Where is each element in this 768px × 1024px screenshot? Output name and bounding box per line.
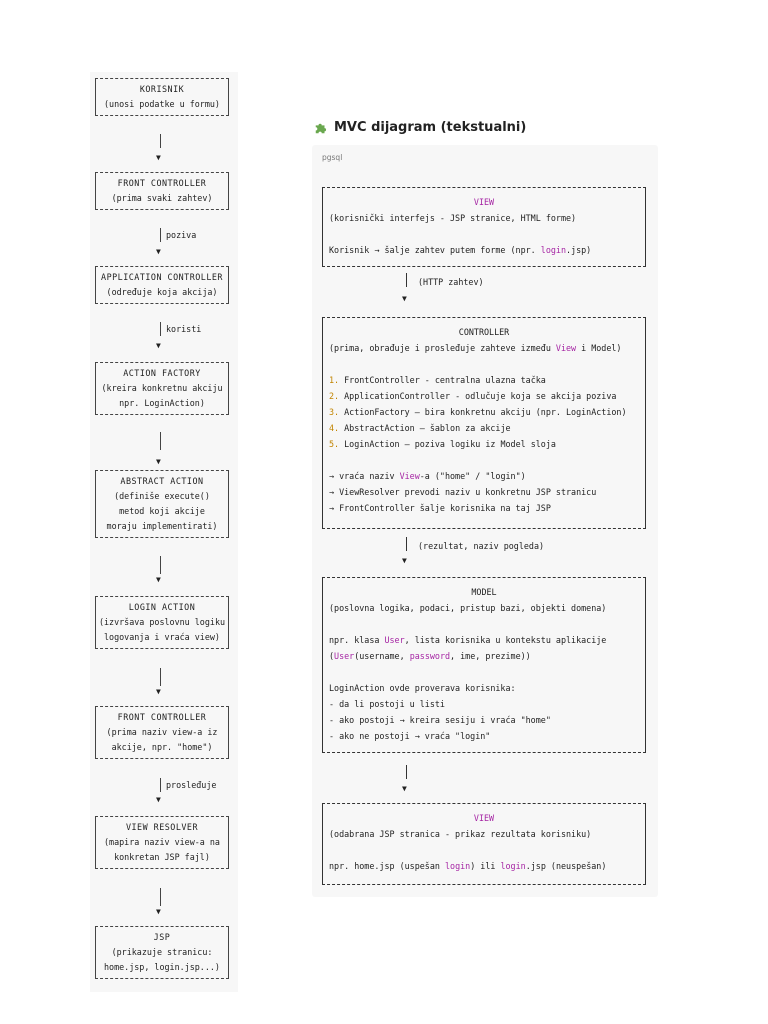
model-line: npr. klasa User, lista korisnika u kontekstu aplikacije xyxy=(329,635,607,645)
box-title: CONTROLLER xyxy=(458,327,510,337)
flow-box-line: home.jsp, login.jsp...) xyxy=(104,962,220,972)
model-box xyxy=(322,577,646,753)
section-title-text: MVC dijagram (tekstualni) xyxy=(334,120,527,135)
connector-label: (rezultat, naziv pogleda) xyxy=(418,541,545,551)
flow-box-line: logovanja i vraća view) xyxy=(104,632,220,642)
flow-connector-prosleduje: prosleđuje ▼ xyxy=(156,780,217,804)
controller-box xyxy=(322,317,646,529)
flow-box-line: (kreira konkretnu akciju xyxy=(101,383,223,393)
controller-step: 4. AbstractAction – šablon za akcije xyxy=(329,423,511,433)
model-check: - da li postoji u listi xyxy=(329,699,445,709)
model-check: - ako ne postoji → vraća "login" xyxy=(329,731,491,741)
flow-connector-koristi: koristi ▼ xyxy=(156,324,202,350)
flow-box-title: LOGIN ACTION xyxy=(128,602,196,612)
flow-connector: ▼ xyxy=(90,660,238,700)
box-title: MODEL xyxy=(471,587,497,597)
box-subtitle: (odabrana JSP stranica - prikaz rezultata korisniku) xyxy=(329,829,592,839)
flow-box-title: ACTION FACTORY xyxy=(123,368,201,378)
flow-box-front-controller-2 xyxy=(95,706,229,759)
box-subtitle: (korisnički interfejs - JSP stranice, HTML forme) xyxy=(329,213,577,223)
controller-step: 1. FrontController - centralna ulazna tačka xyxy=(329,375,546,385)
controller-step: 5. LoginAction – poziva logiku iz Model sloja xyxy=(329,439,556,449)
code-language-label: pgsql xyxy=(322,153,343,162)
flow-box-line: moraju implementirati) xyxy=(106,521,218,531)
flow-box-jsp xyxy=(95,926,229,979)
flow-box-line: konkretan JSP fajl) xyxy=(114,852,210,862)
flow-box-line: metod koji akcije xyxy=(119,506,205,516)
controller-return: → FrontController šalje korisnika na taj JSP xyxy=(329,503,551,513)
flow-box-title: FRONT CONTROLLER xyxy=(117,712,207,722)
controller-return: → ViewResolver prevodi naziv u konkretnu JSP stranicu xyxy=(329,487,597,497)
box-title: VIEW xyxy=(473,813,495,823)
flow-connector: ▼ xyxy=(90,880,238,920)
flow-box-line: akcije, npr. "home") xyxy=(111,742,213,752)
flow-box-line: (prikazuje stranicu: xyxy=(111,947,213,957)
flow-box-line: (mapira naziv view-a na xyxy=(104,837,220,847)
controller-step: 3. ActionFactory – bira konkretnu akciju (npr. LoginAction) xyxy=(329,407,627,417)
flow-box-view-resolver xyxy=(95,816,229,869)
model-check-title: LoginAction ovde proverava korisnika: xyxy=(329,683,516,693)
flow-box-line: (unosi podatke u formu) xyxy=(104,99,220,109)
connector-label: poziva xyxy=(166,230,197,240)
flow-box-title: APPLICATION CONTROLLER xyxy=(101,272,223,282)
flow-box-login-action xyxy=(95,596,229,649)
controller-step: 2. ApplicationController - odlučuje koja se akcija poziva xyxy=(329,391,617,401)
flow-box-title: VIEW RESOLVER xyxy=(125,822,199,832)
flow-diagram xyxy=(90,72,238,992)
flow-box-title: JSP xyxy=(153,932,171,942)
flow-connector: ▼ xyxy=(90,126,238,166)
flow-box-action-factory xyxy=(95,362,229,415)
model-line: (User(username, password, ime, prezime)) xyxy=(329,651,531,661)
flow-box-title: KORISNIK xyxy=(139,84,185,94)
flow-box-line: (izvršava poslovnu logiku xyxy=(98,617,226,627)
box-subtitle: (prima, obrađuje i prosleđuje zahteve između View i Model) xyxy=(329,343,622,353)
flow-connector: ▼ xyxy=(90,424,238,464)
view-result-line: npr. home.jsp (uspešan login) ili login.jsp (neuspešan) xyxy=(329,861,607,871)
flow-box-title: FRONT CONTROLLER xyxy=(117,178,207,188)
controller-return: → vraća naziv View-a ("home" / "login") xyxy=(329,471,526,481)
view-box-line: Korisnik → šalje zahtev putem forme (npr. login.jsp) xyxy=(329,245,592,255)
flow-box-application-controller xyxy=(95,266,229,304)
box-subtitle: (poslovna logika, podaci, pristup bazi, objekti domena) xyxy=(329,603,607,613)
flow-box-abstract-action xyxy=(95,470,229,538)
flow-connector: ▼ xyxy=(90,548,238,588)
flow-box-line: (prima svaki zahtev) xyxy=(111,193,213,203)
model-check: - ako postoji → kreira sesiju i vraća "home" xyxy=(329,715,551,725)
connector-label: prosleđuje xyxy=(166,780,217,790)
puzzle-icon xyxy=(314,121,328,135)
flow-box-line: (prima naziv view-a iz xyxy=(106,727,218,737)
connector-label: koristi xyxy=(166,324,202,334)
box-title: VIEW xyxy=(473,197,495,207)
flow-box-line: (definiše execute() xyxy=(114,491,210,501)
flow-connector-poziva: poziva ▼ xyxy=(156,230,197,256)
code-block: pgsql VIEW (korisnički interfejs - JSP stranice, HTML forme) Korisnik → šalje zahtev putem forme (npr. login.jsp) (HTTP zahtev) ▼ CONTROLLER (prima, obrađuje i prosleđuje zahteve između View i Model) 1. FrontController - centralna ulazna tačka 2. ApplicationController - odlučuje koja se akcija poziva 3. ActionFactory – bira konkretnu akciju (npr. LoginAction) 4. AbstractAction – šablon za akcije 5. LoginAction – poziva logiku iz Model sloja → vraća naziv View-a ("home" / "login") → ViewResolver prevodi naziv u konkretnu JSP stranicu → FrontController šalje korisnika na taj JSP (rezultat, naziv pogleda) ▼ MODEL (poslovna logika, podaci, pristup bazi, objekti domena) npr. klasa User, lista korisnika u kontekstu aplikacije (User(username, password, ime, prezime)) LoginAction ovde proverava korisnika: - da li postoji u listi - ako postoji → kreira sesiju i vraća "home" - ako ne postoji → vraća "login" ▼ VIEW (odabrana JSP stranica - prikaz rezultata korisniku) npr. home.jsp (uspešan login) ili login.jsp (neuspešan) xyxy=(312,145,658,897)
flow-box-korisnik xyxy=(95,78,229,116)
section-title xyxy=(314,120,526,135)
view-result-box xyxy=(322,803,646,885)
view-box xyxy=(322,187,646,267)
connector-label: (HTTP zahtev) xyxy=(418,277,484,287)
flow-box-line: npr. LoginAction) xyxy=(119,398,205,408)
flow-box-title: ABSTRACT ACTION xyxy=(120,476,204,486)
flow-box-line: (određuje koja akcija) xyxy=(106,287,218,297)
flow-box-front-controller xyxy=(95,172,229,210)
